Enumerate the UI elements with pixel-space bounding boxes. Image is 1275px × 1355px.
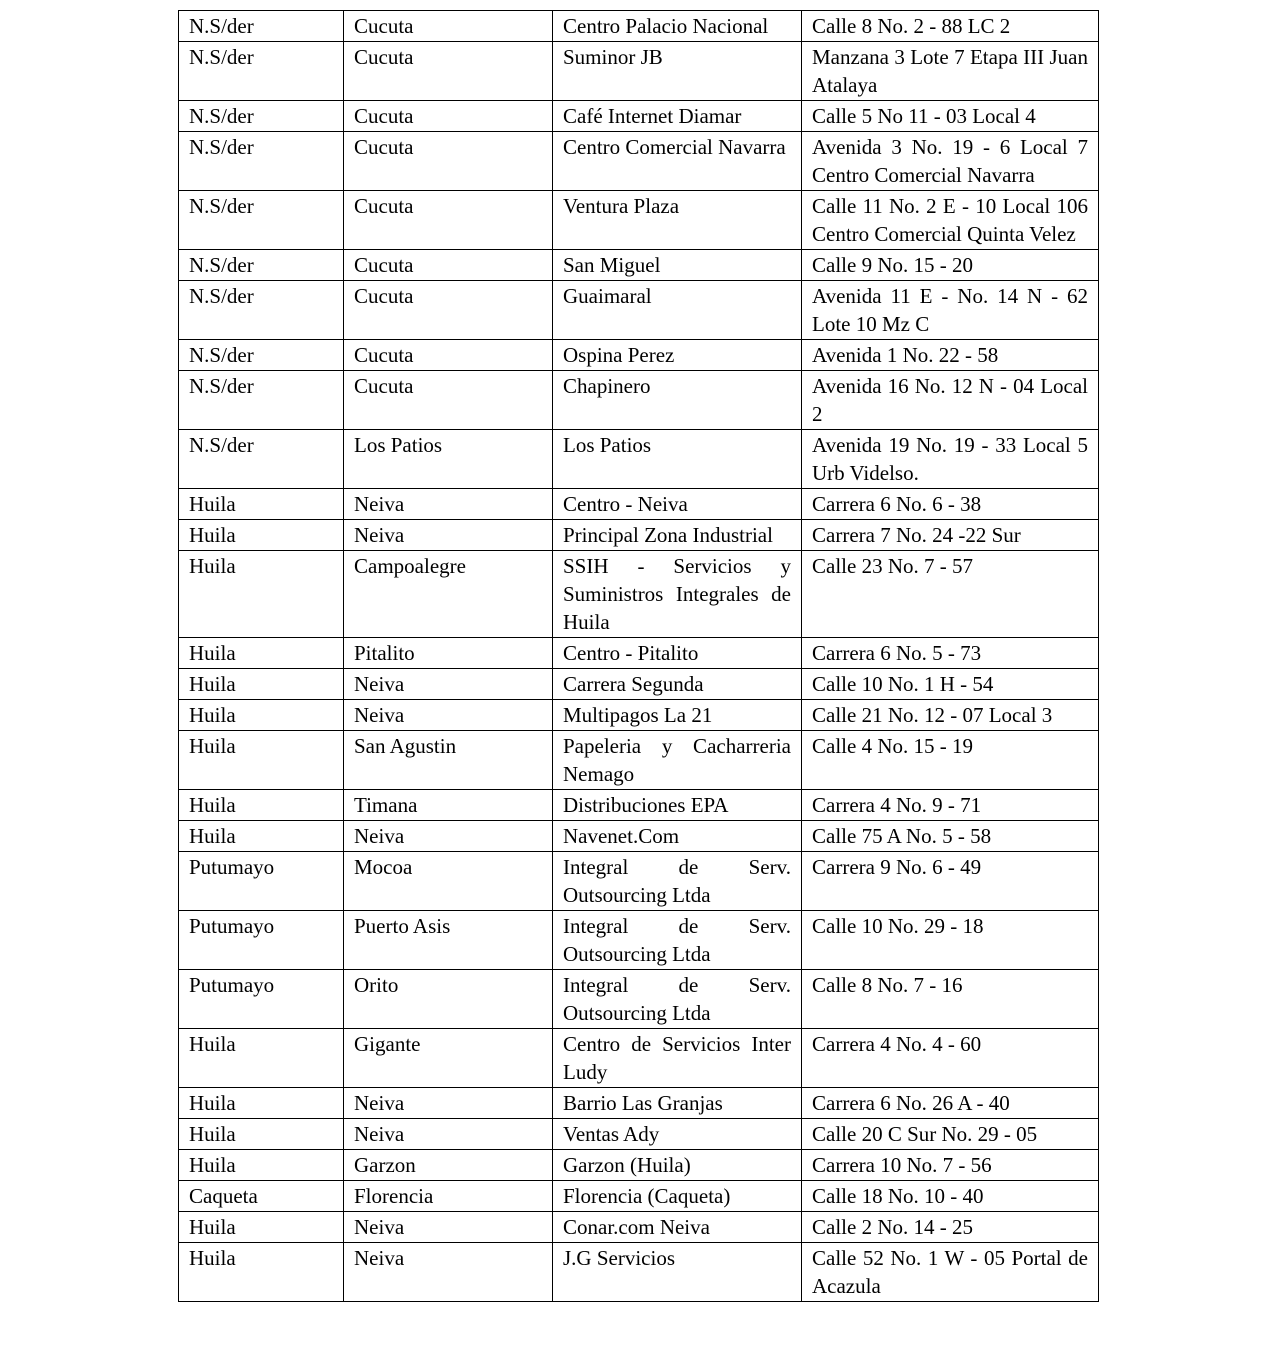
address-cell: Carrera 6 No. 26 A - 40 xyxy=(802,1088,1099,1119)
city-cell: Cucuta xyxy=(344,101,553,132)
city-cell: San Agustin xyxy=(344,731,553,790)
address-cell: Calle 10 No. 29 - 18 xyxy=(802,911,1099,970)
address-cell: Calle 11 No. 2 E - 10 Local 106 Centro Comercial Quinta Velez xyxy=(802,191,1099,250)
address-cell: Calle 9 No. 15 - 20 xyxy=(802,250,1099,281)
table-row xyxy=(179,371,1099,430)
location-name-cell: Ventas Ady xyxy=(553,1119,802,1150)
address-cell: Avenida 16 No. 12 N - 04 Local 2 xyxy=(802,371,1099,430)
address-cell: Carrera 4 No. 9 - 71 xyxy=(802,790,1099,821)
city-cell: Cucuta xyxy=(344,281,553,340)
location-name-cell: Distribuciones EPA xyxy=(553,790,802,821)
table-row xyxy=(179,1150,1099,1181)
address-cell: Calle 2 No. 14 - 25 xyxy=(802,1212,1099,1243)
location-name-cell: Multipagos La 21 xyxy=(553,700,802,731)
table-row xyxy=(179,1212,1099,1243)
table-row xyxy=(179,551,1099,638)
city-cell: Neiva xyxy=(344,1212,553,1243)
table-body xyxy=(179,11,1099,1302)
location-name-cell: Papeleria y Cacharreria Nemago xyxy=(553,731,802,790)
department-cell: Putumayo xyxy=(179,911,344,970)
city-cell: Cucuta xyxy=(344,371,553,430)
department-cell: N.S/der xyxy=(179,340,344,371)
location-name-cell: Los Patios xyxy=(553,430,802,489)
city-cell: Garzon xyxy=(344,1150,553,1181)
address-cell: Calle 23 No. 7 - 57 xyxy=(802,551,1099,638)
table-row xyxy=(179,520,1099,551)
location-name-cell: Florencia (Caqueta) xyxy=(553,1181,802,1212)
city-cell: Orito xyxy=(344,970,553,1029)
address-cell: Avenida 11 E - No. 14 N - 62 Lote 10 Mz C xyxy=(802,281,1099,340)
table-row xyxy=(179,340,1099,371)
city-cell: Timana xyxy=(344,790,553,821)
address-cell: Calle 8 No. 2 - 88 LC 2 xyxy=(802,11,1099,42)
table-row xyxy=(179,42,1099,101)
department-cell: Huila xyxy=(179,1088,344,1119)
city-cell: Gigante xyxy=(344,1029,553,1088)
address-cell: Calle 52 No. 1 W - 05 Portal de Acazula xyxy=(802,1243,1099,1302)
location-name-cell: Navenet.Com xyxy=(553,821,802,852)
document-page xyxy=(178,10,1098,1302)
department-cell: Huila xyxy=(179,1150,344,1181)
department-cell: N.S/der xyxy=(179,42,344,101)
address-cell: Carrera 6 No. 6 - 38 xyxy=(802,489,1099,520)
city-cell: Neiva xyxy=(344,1119,553,1150)
department-cell: Huila xyxy=(179,489,344,520)
table-row xyxy=(179,1119,1099,1150)
table-row xyxy=(179,852,1099,911)
city-cell: Mocoa xyxy=(344,852,553,911)
table-row xyxy=(179,821,1099,852)
table-row xyxy=(179,101,1099,132)
table-row xyxy=(179,281,1099,340)
address-cell: Carrera 6 No. 5 - 73 xyxy=(802,638,1099,669)
department-cell: N.S/der xyxy=(179,101,344,132)
address-cell: Avenida 19 No. 19 - 33 Local 5 Urb Videlso. xyxy=(802,430,1099,489)
department-cell: N.S/der xyxy=(179,281,344,340)
table-row xyxy=(179,790,1099,821)
address-cell: Carrera 7 No. 24 -22 Sur xyxy=(802,520,1099,551)
department-cell: N.S/der xyxy=(179,371,344,430)
table-row xyxy=(179,1181,1099,1212)
location-name-cell: San Miguel xyxy=(553,250,802,281)
department-cell: Huila xyxy=(179,790,344,821)
location-name-cell: Ventura Plaza xyxy=(553,191,802,250)
department-cell: Putumayo xyxy=(179,852,344,911)
department-cell: N.S/der xyxy=(179,11,344,42)
location-name-cell: Café Internet Diamar xyxy=(553,101,802,132)
location-name-cell: Integral de Serv. Outsourcing Ltda xyxy=(553,911,802,970)
city-cell: Puerto Asis xyxy=(344,911,553,970)
department-cell: N.S/der xyxy=(179,430,344,489)
address-cell: Calle 21 No. 12 - 07 Local 3 xyxy=(802,700,1099,731)
city-cell: Neiva xyxy=(344,669,553,700)
department-cell: Huila xyxy=(179,821,344,852)
city-cell: Cucuta xyxy=(344,11,553,42)
table-row xyxy=(179,638,1099,669)
location-name-cell: SSIH - Servicios y Suministros Integrales de Huila xyxy=(553,551,802,638)
city-cell: Neiva xyxy=(344,1088,553,1119)
department-cell: N.S/der xyxy=(179,132,344,191)
department-cell: N.S/der xyxy=(179,250,344,281)
table-row xyxy=(179,191,1099,250)
table-row xyxy=(179,489,1099,520)
location-name-cell: Carrera Segunda xyxy=(553,669,802,700)
city-cell: Cucuta xyxy=(344,250,553,281)
department-cell: Huila xyxy=(179,1029,344,1088)
office-locations-table xyxy=(178,10,1099,1302)
address-cell: Calle 10 No. 1 H - 54 xyxy=(802,669,1099,700)
department-cell: Huila xyxy=(179,669,344,700)
table-row xyxy=(179,11,1099,42)
location-name-cell: Centro Palacio Nacional xyxy=(553,11,802,42)
table-row xyxy=(179,911,1099,970)
table-row xyxy=(179,1243,1099,1302)
table-row xyxy=(179,700,1099,731)
department-cell: Huila xyxy=(179,731,344,790)
city-cell: Neiva xyxy=(344,821,553,852)
location-name-cell: Integral de Serv. Outsourcing Ltda xyxy=(553,852,802,911)
location-name-cell: Chapinero xyxy=(553,371,802,430)
city-cell: Cucuta xyxy=(344,340,553,371)
city-cell: Pitalito xyxy=(344,638,553,669)
location-name-cell: Ospina Perez xyxy=(553,340,802,371)
table-row xyxy=(179,1029,1099,1088)
city-cell: Neiva xyxy=(344,700,553,731)
table-row xyxy=(179,1088,1099,1119)
location-name-cell: Centro de Servicios Inter Ludy xyxy=(553,1029,802,1088)
address-cell: Avenida 3 No. 19 - 6 Local 7 Centro Comercial Navarra xyxy=(802,132,1099,191)
department-cell: Huila xyxy=(179,638,344,669)
address-cell: Calle 75 A No. 5 - 58 xyxy=(802,821,1099,852)
location-name-cell: Centro Comercial Navarra xyxy=(553,132,802,191)
department-cell: Huila xyxy=(179,700,344,731)
address-cell: Carrera 10 No. 7 - 56 xyxy=(802,1150,1099,1181)
location-name-cell: Centro - Pitalito xyxy=(553,638,802,669)
table-row xyxy=(179,970,1099,1029)
city-cell: Cucuta xyxy=(344,191,553,250)
city-cell: Neiva xyxy=(344,520,553,551)
department-cell: N.S/der xyxy=(179,191,344,250)
location-name-cell: Conar.com Neiva xyxy=(553,1212,802,1243)
table-row xyxy=(179,132,1099,191)
address-cell: Avenida 1 No. 22 - 58 xyxy=(802,340,1099,371)
city-cell: Neiva xyxy=(344,489,553,520)
department-cell: Huila xyxy=(179,1212,344,1243)
address-cell: Carrera 4 No. 4 - 60 xyxy=(802,1029,1099,1088)
city-cell: Cucuta xyxy=(344,42,553,101)
address-cell: Carrera 9 No. 6 - 49 xyxy=(802,852,1099,911)
table-row xyxy=(179,250,1099,281)
table-row xyxy=(179,669,1099,700)
department-cell: Putumayo xyxy=(179,970,344,1029)
city-cell: Florencia xyxy=(344,1181,553,1212)
department-cell: Huila xyxy=(179,551,344,638)
address-cell: Calle 18 No. 10 - 40 xyxy=(802,1181,1099,1212)
location-name-cell: Suminor JB xyxy=(553,42,802,101)
location-name-cell: J.G Servicios xyxy=(553,1243,802,1302)
table-row xyxy=(179,430,1099,489)
department-cell: Huila xyxy=(179,520,344,551)
location-name-cell: Integral de Serv. Outsourcing Ltda xyxy=(553,970,802,1029)
department-cell: Huila xyxy=(179,1119,344,1150)
address-cell: Calle 20 C Sur No. 29 - 05 xyxy=(802,1119,1099,1150)
city-cell: Neiva xyxy=(344,1243,553,1302)
address-cell: Manzana 3 Lote 7 Etapa III Juan Atalaya xyxy=(802,42,1099,101)
city-cell: Los Patios xyxy=(344,430,553,489)
address-cell: Calle 4 No. 15 - 19 xyxy=(802,731,1099,790)
city-cell: Cucuta xyxy=(344,132,553,191)
location-name-cell: Centro - Neiva xyxy=(553,489,802,520)
location-name-cell: Guaimaral xyxy=(553,281,802,340)
table-row xyxy=(179,731,1099,790)
department-cell: Huila xyxy=(179,1243,344,1302)
address-cell: Calle 8 No. 7 - 16 xyxy=(802,970,1099,1029)
address-cell: Calle 5 No 11 - 03 Local 4 xyxy=(802,101,1099,132)
location-name-cell: Principal Zona Industrial xyxy=(553,520,802,551)
city-cell: Campoalegre xyxy=(344,551,553,638)
department-cell: Caqueta xyxy=(179,1181,344,1212)
location-name-cell: Garzon (Huila) xyxy=(553,1150,802,1181)
location-name-cell: Barrio Las Granjas xyxy=(553,1088,802,1119)
